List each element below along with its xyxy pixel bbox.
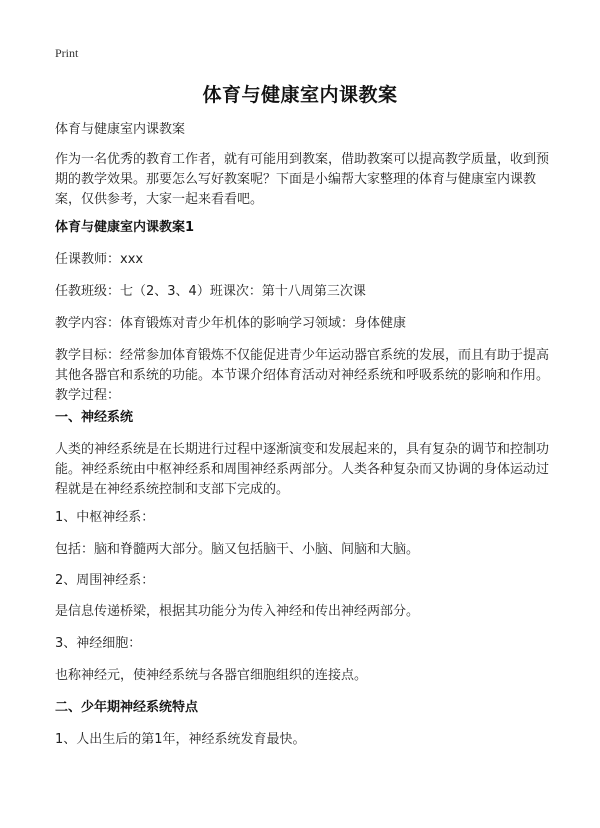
neuron-paragraph: 也称神经元，使神经系统与各器官细胞组织的连接点。 — [55, 668, 368, 683]
document-subtitle: 体育与健康室内课教案 — [55, 122, 186, 137]
goal-paragraph: 教学目标：经常参加体育锻炼不仅能促进青少年运动器官系统的发展，而且有助于提高其他各器官和系统的功能。本节课介绍体育活动对神经系统和呼吸系统的影响和作用。教学过程： — [55, 348, 550, 403]
section-title: 体育与健康室内课教案1 — [55, 220, 195, 235]
document-title: 体育与健康室内课教案 — [202, 84, 398, 106]
intro-paragraph: 作为一名优秀的教育工作者，就有可能用到教案，借助教案可以提高教学质量，收到预期的教学效果。那要怎么写好教案呢？下面是小编帮大家整理的体育与健康室内课教案，仅供参考，大家一起来看看吧。 — [55, 152, 550, 207]
nervous-system-paragraph: 人类的神经系统是在长期进行过程中逐渐演变和发展起来的，具有复杂的调节和控制功能。神经系统由中枢神经系和周围神经系两部分。人类各种复杂而又协调的身体运动过程就是在神经系统控制和支部下完成的。 — [55, 442, 550, 497]
content-line: 教学内容：体育锻炼对青少年机体的影响学习领域：身体健康 — [55, 316, 407, 331]
peripheral-paragraph: 是信息传递桥梁，根据其功能分为传入神经和传出神经两部分。 — [55, 604, 420, 619]
heading-adolescent-features: 二、少年期神经系统特点 — [55, 700, 199, 715]
adolescent-paragraph: 1、人出生后的第1年，神经系统发育最快。 — [55, 732, 306, 747]
subheading-central: 1、中枢神经系： — [55, 510, 155, 525]
subheading-neuron: 3、神经细胞： — [55, 636, 142, 651]
subheading-peripheral: 2、周围神经系： — [55, 573, 155, 588]
heading-nervous-system: 一、神经系统 — [55, 410, 134, 425]
teacher-line: 任课教师：xxx — [55, 252, 144, 267]
class-info-line: 任教班级：七（2、3、4）班课次：第十八周第三次课 — [55, 284, 366, 299]
central-paragraph: 包括：脑和脊髓两大部分。脑又包括脑干、小脑、间脑和大脑。 — [55, 542, 420, 557]
print-link[interactable]: Print — [55, 46, 79, 60]
